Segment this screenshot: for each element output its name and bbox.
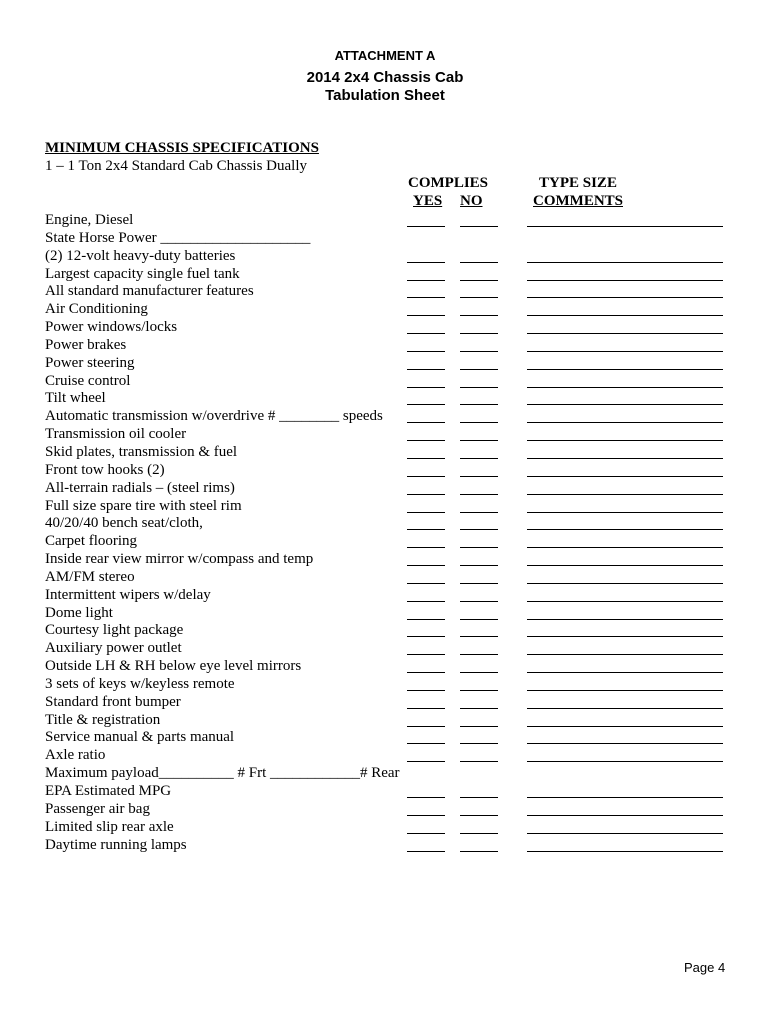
spec-row [0,372,770,390]
spec-label: Inside rear view mirror w/compass and temp [45,551,314,568]
spec-label: Largest capacity single fuel tank [45,265,240,282]
vehicle-description: 1 – 1 Ton 2x4 Standard Cab Chassis Dually [45,158,307,174]
yes-blank[interactable] [407,404,445,405]
document-subtitle: Tabulation Sheet [325,87,445,104]
comments-blank[interactable] [527,458,723,459]
comments-blank[interactable] [527,619,723,620]
yes-blank[interactable] [407,565,445,566]
yes-blank[interactable] [407,833,445,834]
comments-blank[interactable] [527,422,723,423]
spec-label: 40/20/40 bench seat/cloth, [45,515,203,532]
spec-label: State Horse Power ____________________ [45,229,311,246]
spec-label: All standard manufacturer features [45,283,254,300]
spec-label: Maximum payload__________ # Frt ____________# Rear [45,765,400,782]
spec-row [0,265,770,283]
no-blank[interactable] [460,636,498,637]
spec-row [0,675,770,693]
spec-label: Service manual & parts manual [45,729,235,746]
yes-blank[interactable] [407,387,445,388]
yes-blank[interactable] [407,636,445,637]
spec-row [0,621,770,639]
spec-label: Title & registration [45,711,161,728]
yes-blank[interactable] [407,297,445,298]
comments-blank[interactable] [527,851,723,852]
spec-label: Cruise control [45,372,131,389]
spec-label: EPA Estimated MPG [45,783,172,799]
comments-blank[interactable] [527,583,723,584]
yes-blank[interactable] [407,351,445,352]
comments-blank[interactable] [527,404,723,405]
spec-label: AM/FM stereo [45,568,135,585]
yes-blank[interactable] [407,601,445,602]
no-blank[interactable] [460,529,498,530]
spec-row [0,782,770,800]
yes-blank[interactable] [407,226,445,227]
comments-blank[interactable] [527,512,723,513]
spec-row [0,282,770,300]
spec-row [0,764,770,782]
no-blank[interactable] [460,333,498,334]
comments-blank[interactable] [527,815,723,816]
no-blank[interactable] [460,262,498,263]
spec-label: Dome light [45,604,113,621]
spec-row [0,532,770,550]
spec-label: 3 sets of keys w/keyless remote [45,675,235,692]
comments-blank[interactable] [527,565,723,566]
spec-row [0,211,770,229]
yes-blank[interactable] [407,494,445,495]
spec-label: Limited slip rear axle [45,818,174,835]
no-blank[interactable] [460,387,498,388]
spec-row [0,461,770,479]
comments-blank[interactable] [527,226,723,227]
comments-header: COMMENTS [533,193,623,209]
spec-row [0,693,770,711]
spec-label: Daytime running lamps [45,836,187,853]
yes-blank[interactable] [407,512,445,513]
no-blank[interactable] [460,851,498,852]
spec-label: All-terrain radials – (steel rims) [45,479,235,496]
spec-label: Standard front bumper [45,693,181,710]
no-blank[interactable] [460,404,498,405]
yes-blank[interactable] [407,315,445,316]
comments-blank[interactable] [527,494,723,495]
spec-label: Carpet flooring [45,533,138,550]
no-blank[interactable] [460,226,498,227]
spec-label: Outside LH & RH below eye level mirrors [45,658,302,675]
no-header: NO [460,193,483,209]
yes-blank[interactable] [407,476,445,477]
spec-row [0,497,770,515]
spec-row [0,657,770,675]
yes-blank[interactable] [407,369,445,370]
spec-row [0,514,770,532]
no-blank[interactable] [460,583,498,584]
spec-label: Power brakes [45,336,127,353]
no-blank[interactable] [460,280,498,281]
no-blank[interactable] [460,619,498,620]
comments-blank[interactable] [527,547,723,548]
spec-label: Front tow hooks (2) [45,461,165,478]
no-blank[interactable] [460,351,498,352]
no-blank[interactable] [460,440,498,441]
no-blank[interactable] [460,797,498,798]
yes-blank[interactable] [407,280,445,281]
no-blank[interactable] [460,476,498,477]
comments-blank[interactable] [527,601,723,602]
comments-blank[interactable] [527,297,723,298]
yes-blank[interactable] [407,422,445,423]
comments-blank[interactable] [527,690,723,691]
comments-blank[interactable] [527,315,723,316]
spec-row [0,300,770,318]
no-blank[interactable] [460,512,498,513]
comments-blank[interactable] [527,726,723,727]
page-number: Page 4 [684,960,726,975]
spec-row [0,550,770,568]
spec-row [0,728,770,746]
yes-header: YES [413,193,443,209]
comments-blank[interactable] [527,351,723,352]
comments-blank[interactable] [527,369,723,370]
no-blank[interactable] [460,369,498,370]
no-blank[interactable] [460,672,498,673]
spec-row [0,711,770,729]
comments-blank[interactable] [527,333,723,334]
yes-blank[interactable] [407,262,445,263]
no-blank[interactable] [460,815,498,816]
section-title: MINIMUM CHASSIS SPECIFICATIONS [45,140,319,156]
spec-label: Courtesy light package [45,622,184,639]
yes-blank[interactable] [407,619,445,620]
yes-blank[interactable] [407,547,445,548]
no-blank[interactable] [460,315,498,316]
yes-blank[interactable] [407,690,445,691]
spec-row [0,639,770,657]
spec-row [0,586,770,604]
no-blank[interactable] [460,833,498,834]
spec-list [0,211,770,853]
spec-label: Intermittent wipers w/delay [45,586,211,603]
comments-blank[interactable] [527,636,723,637]
comments-blank[interactable] [527,797,723,798]
spec-row [0,425,770,443]
no-blank[interactable] [460,601,498,602]
yes-blank[interactable] [407,708,445,709]
comments-blank[interactable] [527,654,723,655]
spec-label: Automatic transmission w/overdrive # ________ speeds [45,408,383,425]
spec-label: Air Conditioning [45,301,148,318]
no-blank[interactable] [460,565,498,566]
spec-row [0,568,770,586]
spec-label: Full size spare tire with steel rim [45,497,242,514]
spec-label: Skid plates, transmission & fuel [45,443,238,460]
spec-row [0,818,770,836]
comments-blank[interactable] [527,743,723,744]
spec-label: Passenger air bag [45,800,150,817]
comments-blank[interactable] [527,529,723,530]
spec-row [0,389,770,407]
spec-row [0,318,770,336]
yes-blank[interactable] [407,440,445,441]
spec-row [0,800,770,818]
spec-label: Tilt wheel [45,390,106,407]
spec-row [0,354,770,372]
yes-blank[interactable] [407,333,445,334]
spec-row [0,443,770,461]
spec-label: Transmission oil cooler [45,426,187,443]
comments-blank[interactable] [527,761,723,762]
no-blank[interactable] [460,422,498,423]
comments-blank[interactable] [527,833,723,834]
spec-label: Auxiliary power outlet [45,640,182,657]
yes-blank[interactable] [407,797,445,798]
spec-label: Power windows/locks [45,319,178,336]
no-blank[interactable] [460,708,498,709]
no-blank[interactable] [460,494,498,495]
spec-row [0,247,770,265]
spec-row [0,604,770,622]
complies-header: COMPLIES [408,175,489,191]
comments-blank[interactable] [527,672,723,673]
spec-label: (2) 12-volt heavy-duty batteries [45,247,236,264]
yes-blank[interactable] [407,529,445,530]
comments-blank[interactable] [527,387,723,388]
yes-blank[interactable] [407,672,445,673]
yes-blank[interactable] [407,743,445,744]
spec-row [0,407,770,425]
yes-blank[interactable] [407,458,445,459]
document-title: 2014 2x4 Chassis Cab [306,69,464,86]
no-blank[interactable] [460,297,498,298]
comments-blank[interactable] [527,476,723,477]
spec-label: Axle ratio [45,747,106,764]
spec-label: Engine, Diesel [45,212,134,228]
comments-blank[interactable] [527,262,723,263]
type-size-header: TYPE SIZE [539,175,617,191]
no-blank[interactable] [460,726,498,727]
no-blank[interactable] [460,761,498,762]
yes-blank[interactable] [407,726,445,727]
spec-row [0,479,770,497]
comments-blank[interactable] [527,440,723,441]
yes-blank[interactable] [407,761,445,762]
comments-blank[interactable] [527,280,723,281]
comments-blank[interactable] [527,708,723,709]
yes-blank[interactable] [407,583,445,584]
no-blank[interactable] [460,547,498,548]
no-blank[interactable] [460,458,498,459]
yes-blank[interactable] [407,654,445,655]
spec-label: Power steering [45,354,135,371]
spec-row [0,229,770,247]
spec-row [0,336,770,354]
spec-row [0,746,770,764]
yes-blank[interactable] [407,851,445,852]
no-blank[interactable] [460,743,498,744]
no-blank[interactable] [460,654,498,655]
yes-blank[interactable] [407,815,445,816]
attachment-heading: ATTACHMENT A [334,48,436,63]
spec-row [0,836,770,854]
no-blank[interactable] [460,690,498,691]
